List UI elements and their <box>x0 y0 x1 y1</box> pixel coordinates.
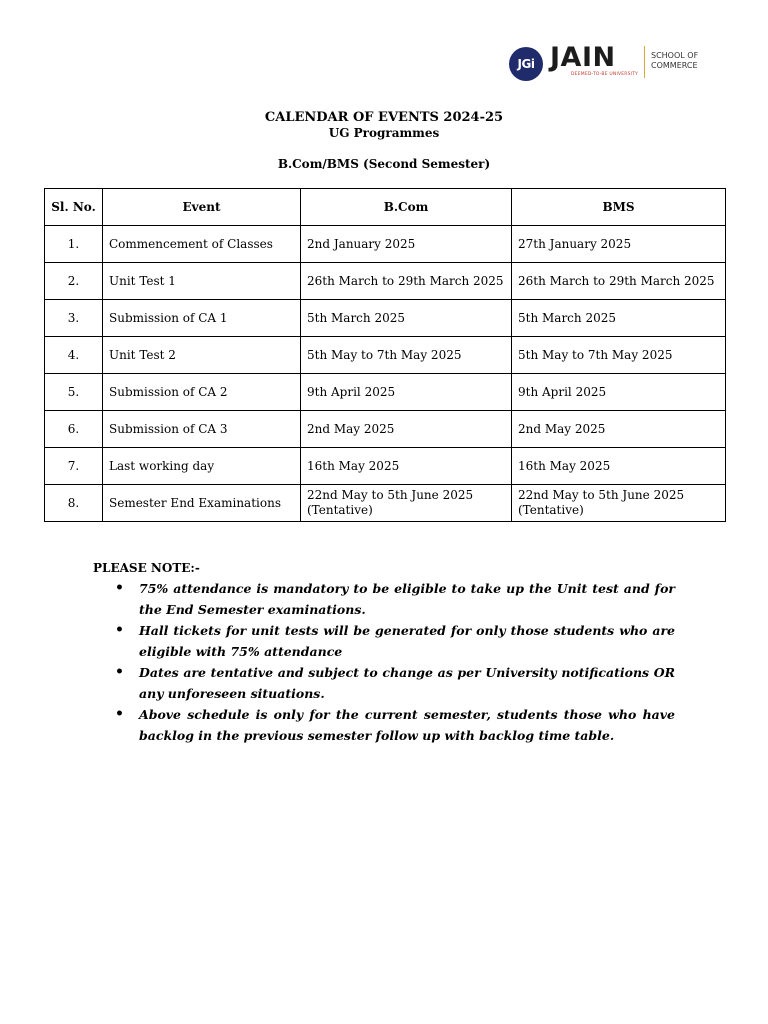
column-header: B.Com <box>301 189 512 226</box>
bcom-date: 5th March 2025 <box>301 300 512 337</box>
column-header: BMS <box>512 189 726 226</box>
bcom-date-note: (Tentative) <box>307 503 373 517</box>
table-row <box>45 485 726 522</box>
table-row <box>45 411 726 448</box>
bms-date: 5th May to 7th May 2025 <box>512 337 726 374</box>
jgi-logo-mark: JGi <box>509 47 543 81</box>
bms-date: 16th May 2025 <box>512 448 726 485</box>
event-name: Commencement of Classes <box>103 226 301 263</box>
bcom-date: 9th April 2025 <box>301 374 512 411</box>
note-item: • Dates are tentative and subject to change as per University notifications OR any unforeseen situations. <box>139 662 675 704</box>
bcom-date: 2nd May 2025 <box>301 411 512 448</box>
bms-date <box>512 485 726 522</box>
bms-date: 27th January 2025 <box>512 226 726 263</box>
page-subtitle: UG Programmes <box>328 126 440 140</box>
page-title: CALENDAR OF EVENTS 2024-25 <box>264 110 504 125</box>
bcom-date: 26th March to 29th March 2025 <box>301 263 512 300</box>
jain-tagline: DEEMED-TO-BE UNIVERSITY <box>571 72 639 77</box>
table-row <box>45 263 726 300</box>
bcom-date: 5th May to 7th May 2025 <box>301 337 512 374</box>
table-row <box>45 226 726 263</box>
bcom-date <box>301 485 512 522</box>
school-name <box>651 51 698 71</box>
events-table <box>44 188 726 522</box>
logo-divider <box>644 46 645 78</box>
serial-number: 6. <box>45 411 103 448</box>
notes-list <box>93 578 675 746</box>
serial-number: 2. <box>45 263 103 300</box>
column-header: Event <box>103 189 301 226</box>
bms-date-note: (Tentative) <box>518 503 584 517</box>
event-name: Submission of CA 3 <box>103 411 301 448</box>
bms-date-range: 22nd May to 5th June 2025 <box>518 488 685 502</box>
table-header-row <box>45 189 726 226</box>
bcom-date: 16th May 2025 <box>301 448 512 485</box>
bms-date: 26th March to 29th March 2025 <box>512 263 726 300</box>
table-row <box>45 337 726 374</box>
bms-date: 5th March 2025 <box>512 300 726 337</box>
serial-number: 4. <box>45 337 103 374</box>
bcom-date-range: 22nd May to 5th June 2025 <box>307 488 474 502</box>
school-line-1: SCHOOL OF <box>651 51 699 60</box>
bms-date: 9th April 2025 <box>512 374 726 411</box>
serial-number: 1. <box>45 226 103 263</box>
notes-heading: PLEASE NOTE:- <box>93 561 200 575</box>
note-item: • Hall tickets for unit tests will be generated for only those students who are eligible with 75% attendance <box>139 620 675 662</box>
table-row <box>45 448 726 485</box>
serial-number: 5. <box>45 374 103 411</box>
serial-number: 7. <box>45 448 103 485</box>
bcom-date: 2nd January 2025 <box>301 226 512 263</box>
note-item: • Above schedule is only for the current semester, students those who have backlog in the previous semester follow up with backlog time table. <box>139 704 675 746</box>
jain-logo <box>509 44 699 80</box>
bms-date: 2nd May 2025 <box>512 411 726 448</box>
event-name: Unit Test 1 <box>103 263 301 300</box>
event-name: Last working day <box>103 448 301 485</box>
jain-wordmark: JAIN <box>550 42 616 73</box>
note-item: • 75% attendance is mandatory to be eligible to take up the Unit test and for the End Semester examinations. <box>139 578 675 620</box>
event-name: Submission of CA 2 <box>103 374 301 411</box>
event-name: Submission of CA 1 <box>103 300 301 337</box>
program-heading: B.Com/BMS (Second Semester) <box>277 157 491 171</box>
serial-number: 8. <box>45 485 103 522</box>
table-row <box>45 300 726 337</box>
table-row <box>45 374 726 411</box>
school-line-2: COMMERCE <box>651 61 698 70</box>
event-name: Unit Test 2 <box>103 337 301 374</box>
serial-number: 3. <box>45 300 103 337</box>
column-header: Sl. No. <box>45 189 103 226</box>
event-name: Semester End Examinations <box>103 485 301 522</box>
